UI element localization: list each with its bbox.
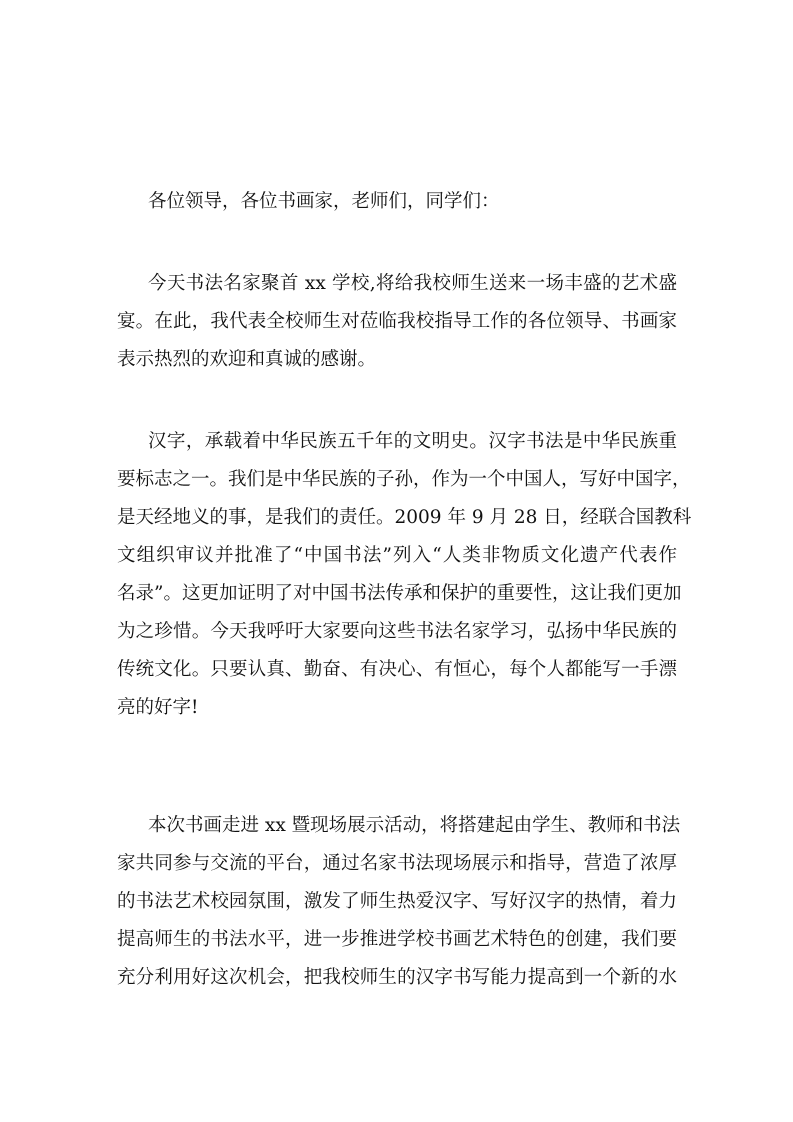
paragraph-line: 的书法艺术校园氛围，激发了师生热爱汉字、写好汉字的热情，着力 — [117, 891, 677, 912]
paragraph-line: 提高师生的书法水平，进一步推进学校书画艺术特色的创建，我们要 — [117, 929, 677, 950]
paragraph-line: 汉字，承载着中华民族五千年的文明史。汉字书法是中华民族重 — [148, 431, 677, 452]
paragraph-line: 亮的好字! — [117, 697, 199, 718]
paragraph-line: 宴。在此，我代表全校师生对莅临我校指导工作的各位领导、书画家 — [117, 311, 677, 332]
salutation: 各位领导，各位书画家，老师们，同学们： — [148, 191, 500, 212]
paragraph-line: 本次书画走进 xx 暨现场展示活动，将搭建起由学生、教师和书法 — [148, 815, 681, 836]
paragraph-line: 传统文化。只要认真、勤奋、有决心、有恒心，每个人都能写一手漂 — [117, 659, 677, 680]
paragraph-line: 为之珍惜。今天我呼吁大家要向这些书法名家学习，弘扬中华民族的 — [117, 621, 677, 642]
paragraph-line: 家共同参与交流的平台，通过名家书法现场展示和指导，营造了浓厚 — [117, 853, 677, 874]
paragraph-line: 名录”。这更加证明了对中国书法传承和保护的重要性，这让我们更加 — [117, 583, 682, 604]
paragraph-line: 今天书法名家聚首 xx 学校,将给我校师生送来一场丰盛的艺术盛 — [148, 273, 677, 294]
paragraph-line: 充分利用好这次机会，把我校师生的汉字书写能力提高到一个新的水 — [117, 967, 677, 988]
paragraph-line: 文组织审议并批准了“中国书法”列入“人类非物质文化遗产代表作 — [117, 545, 677, 566]
paragraph-line: 是天经地义的事，是我们的责任。2009 年 9 月 28 日，经联合国教科 — [117, 507, 692, 528]
paragraph-line: 表示热烈的欢迎和真诚的感谢。 — [117, 349, 377, 370]
paragraph-line: 要标志之一。我们是中华民族的子孙，作为一个中国人，写好中国字， — [117, 469, 691, 490]
